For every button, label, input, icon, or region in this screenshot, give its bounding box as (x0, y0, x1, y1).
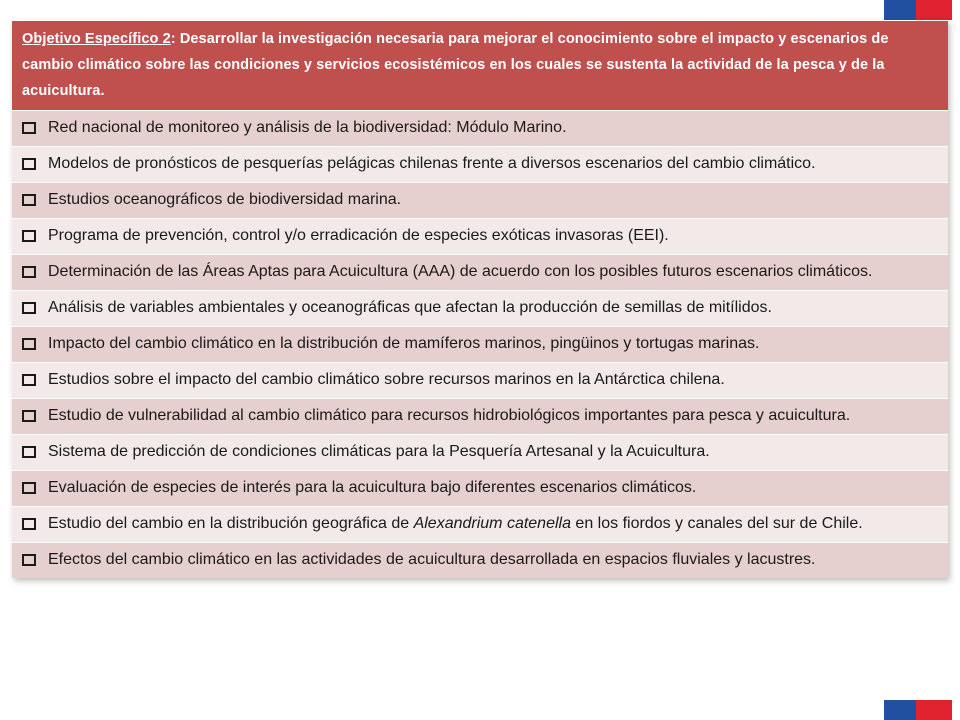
list-item-text: Modelos de pronósticos de pesquerías pelágicas chilenas frente a diversos escenarios del cambio climático. (48, 155, 816, 172)
objective-table (12, 20, 948, 578)
objective-text: : Desarrollar la investigación necesaria para mejorar el conocimiento sobre el impacto y escenarios de cambio climático sobre las condiciones y servicios ecosistémicos en los cuales se sustenta la actividad de la pesca y de la acuicultura. (22, 31, 889, 99)
list-item-text (48, 511, 938, 537)
flag-red-band (916, 0, 952, 20)
checkbox-square-icon (22, 554, 36, 566)
flag-stripe-top (884, 0, 952, 20)
list-item-text: Impacto del cambio climático en la distribución de mamíferos marinos, pingüinos y tortugas marinas. (48, 335, 760, 352)
checkbox-square-icon (22, 518, 36, 530)
flag-blue-band (884, 700, 916, 720)
flag-blue-band (884, 0, 916, 20)
table-row (12, 399, 948, 435)
objective-table-container (12, 20, 948, 578)
list-item-text: Programa de prevención, control y/o erradicación de especies exóticas invasoras (EEI). (48, 227, 669, 244)
text-segment: en los fiordos y canales del sur de Chile. (570, 515, 863, 532)
table-row (12, 183, 948, 219)
list-item-text: Efectos del cambio climático en las actividades de acuicultura desarrollada en espacios fluviales y lacustres. (48, 551, 816, 568)
list-item-text: Estudios sobre el impacto del cambio climático sobre recursos marinos en la Antárctica chilena. (48, 371, 725, 388)
table-row (12, 327, 948, 363)
table-row (12, 255, 948, 291)
text-segment: Estudio del cambio en la distribución geográfica de (48, 515, 414, 532)
list-item-text: Análisis de variables ambientales y oceanográficas que afectan la producción de semillas de mitílidos. (48, 299, 772, 316)
table-row (12, 219, 948, 255)
checkbox-square-icon (22, 122, 36, 134)
checkbox-square-icon (22, 266, 36, 278)
checkbox-square-icon (22, 158, 36, 170)
checkbox-square-icon (22, 338, 36, 350)
table-row (12, 471, 948, 507)
objective-label: Objetivo Específico 2 (22, 31, 171, 47)
checkbox-square-icon (22, 410, 36, 422)
checkbox-square-icon (22, 482, 36, 494)
list-item-text: Red nacional de monitoreo y análisis de la biodiversidad: Módulo Marino. (48, 119, 567, 136)
checkbox-square-icon (22, 374, 36, 386)
checkbox-square-icon (22, 446, 36, 458)
table-row (12, 507, 948, 543)
checkbox-square-icon (22, 230, 36, 242)
flag-stripe-bottom (884, 700, 952, 720)
table-row (12, 111, 948, 147)
checkbox-square-icon (22, 302, 36, 314)
header-row (12, 21, 948, 111)
table-row (12, 291, 948, 327)
checkbox-square-icon (22, 194, 36, 206)
list-item-text: Evaluación de especies de interés para la acuicultura bajo diferentes escenarios climáticos. (48, 479, 697, 496)
species-name: Alexandrium catenella (413, 515, 571, 532)
table-row (12, 147, 948, 183)
table-row (12, 435, 948, 471)
list-item-text: Estudio de vulnerabilidad al cambio climático para recursos hidrobiológicos importantes para pesca y acuicultura. (48, 407, 851, 424)
list-item-text: Estudios oceanográficos de biodiversidad marina. (48, 191, 402, 208)
header-cell (12, 21, 948, 111)
table-row (12, 363, 948, 399)
flag-red-band (916, 700, 952, 720)
list-item-text: Determinación de las Áreas Aptas para Acuicultura (AAA) de acuerdo con los posibles futuros escenarios climáticos. (48, 263, 873, 280)
table-row (12, 543, 948, 579)
list-item-text: Sistema de predicción de condiciones climáticas para la Pesquería Artesanal y la Acuicultura. (48, 443, 710, 460)
